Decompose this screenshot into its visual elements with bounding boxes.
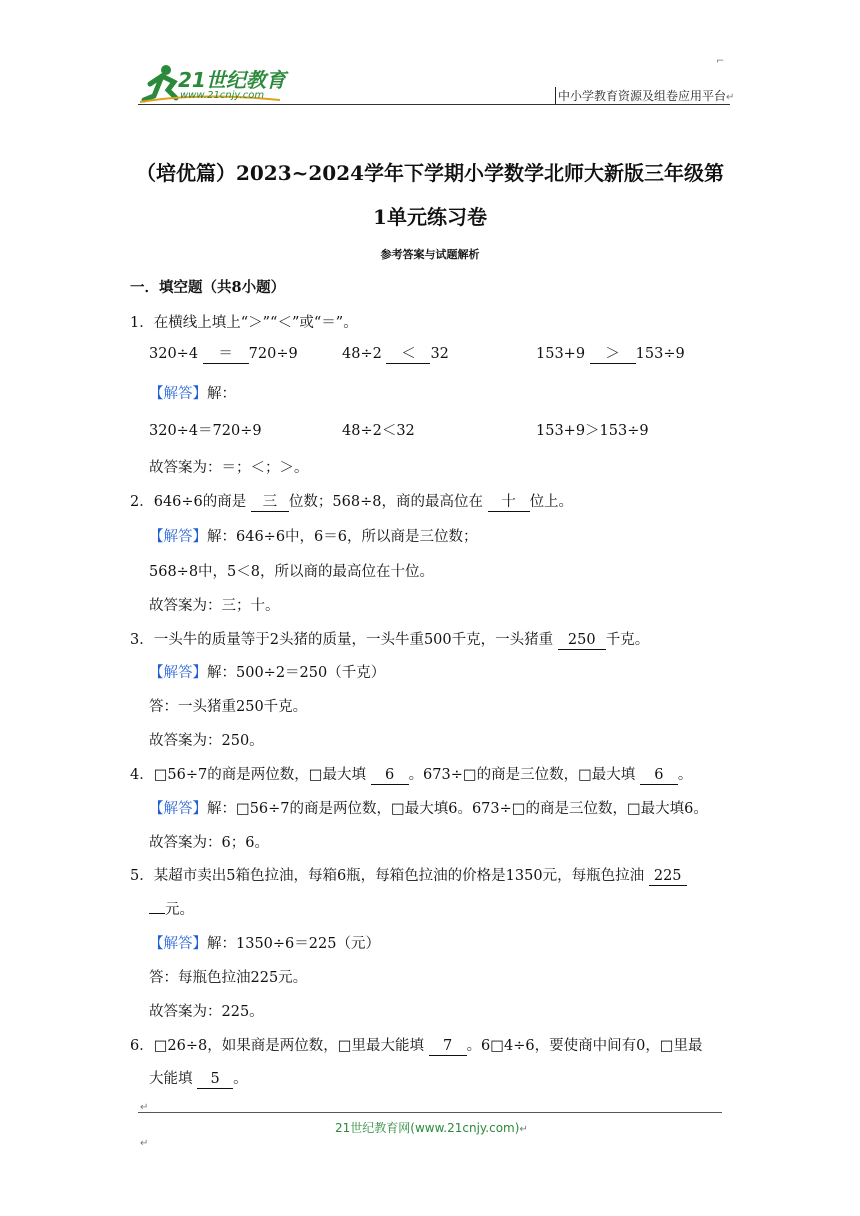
q5-stem: 5．某超市卖出5箱色拉油，每箱6瓶，每箱色拉油的价格是1350元，每瓶色拉油 225 [130,864,687,886]
footer-rule [138,1112,722,1113]
jieda-label: 【解答】 [149,386,207,402]
footer-para-mark: ↵ [140,1102,149,1113]
q2-solution-1: 【解答】解：646÷6中，6＝6，所以商是三位数； [149,529,478,545]
logo-url: www.21cnjy.com [180,90,265,101]
q4-final: 故答案为：6；6。 [149,835,269,851]
q5-final: 故答案为：225。 [149,1004,264,1020]
q3-answer: 250 [558,632,606,650]
corner-mark: ⌐ [716,56,725,67]
q1-solution-c: 153+9＞153÷9 [536,423,649,439]
footer-text: 21世纪教育网(www.21cnjy.com)↵ [335,1121,528,1135]
q5-stem-cont: 元。 [149,898,194,919]
q1-final: 故答案为：＝；＜；＞。 [149,460,309,476]
q6-answer-1: 7 [429,1038,467,1056]
header-rule [138,104,730,105]
page-title-line2: 1单元练习卷 [373,205,487,229]
q1-item-c: 153+9 ＞ 153÷9 [536,346,685,362]
q2-answer-2: 十 [488,494,530,512]
q4-solution: 【解答】解：□56÷7的商是两位数，□最大填6。673÷□的商是三位数，□最大填6。 [149,801,708,817]
q6-stem: 6．□26÷8，如果商是两位数，□里最大能填 7 。6□4÷6，要使商中间有0，□里最 [130,1038,703,1054]
q3-stem: 3．一头牛的质量等于2头猪的质量，一头牛重500千克，一头猪重 250 千克。 [130,632,650,648]
q2-final: 故答案为：三；十。 [149,598,280,614]
q6-stem-cont: 大能填 5 。 [149,1071,248,1087]
logo-text: 21世纪教育 [178,68,286,92]
q5-solution-1: 【解答】解：1350÷6＝225（元） [149,936,380,952]
q5-solution-2: 答：每瓶色拉油225元。 [149,970,308,986]
q1-item-b: 48÷2 ＜ 32 [342,346,449,362]
platform-label: 中小学教育资源及组卷应用平台↵ [555,87,734,104]
q2-answer-1: 三 [251,494,289,512]
q5-answer: 225 [649,868,687,886]
q1-answer-a: ＝ [203,346,249,364]
page-subtitle: 参考答案与试题解析 [380,248,480,261]
q3-final: 故答案为：250。 [149,733,264,749]
q4-answer-2: 6 [640,767,678,785]
footer-para-mark-2: ↵ [140,1138,149,1149]
q1-answer-b: ＜ [386,346,430,364]
q4-stem: 4．□56÷7的商是两位数，□最大填 6 。673÷□的商是三位数，□最大填 6 。 [130,767,693,783]
q4-answer-1: 6 [371,767,409,785]
q2-stem: 2．646÷6的商是 三 位数；568÷8，商的最高位在 十 位上。 [130,494,574,510]
q2-solution-2: 568÷8中，5＜8，所以商的最高位在十位。 [149,564,435,580]
q1-jieda: 【解答】解： [149,386,236,402]
q1-solution-b: 48÷2＜32 [342,423,415,439]
section-title: 一．填空题（共8小题） [130,279,286,296]
q1-stem: 1．在横线上填上“＞”“＜”或“＝”。 [130,315,358,331]
q1-item-a: 320÷4 ＝ 720÷9 [149,346,298,362]
page-title-line1: （培优篇）2023~2024学年下学期小学数学北师大新版三年级第 [135,161,725,185]
q1-answer-c: ＞ [590,346,636,364]
q6-answer-2: 5 [197,1071,233,1089]
q3-solution-2: 答：一头猪重250千克。 [149,699,308,715]
q1-solution-a: 320÷4＝720÷9 [149,423,262,439]
q3-solution-1: 【解答】解：500÷2＝250（千克） [149,665,386,681]
